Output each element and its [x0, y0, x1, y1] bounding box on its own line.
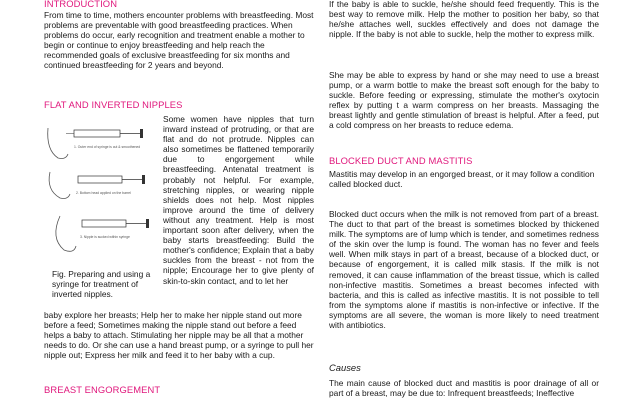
blocked-duct-paragraph: Blocked duct occurs when the milk is not removed from part of a breast. The duct to that part of the breast is sometimes blocked by thickened milk. The symptoms are of lump which is tender, and sometimes redness of the skin over the lump is found. The woman has no fever and feels well. When milk stays in part of a breast, because of a blocked duct, or because of engorgement, it is called milk stasis. If the milk is not removed, it can cause inflammation of the breast tissue, which is called non-infective mastitis. Sometimes a breast becomes infected with bacteria, and this is called as infective mastitis. It is not possible to tell from the symptoms alone if mastitis is non-infective or infective. If the symptoms are all severe, the woman is more likely to need treatment with antibiotics. — [329, 209, 599, 331]
mastitis-intro-paragraph: Mastitis may develop in an engorged breast, or it may follow a condition called blocked duct. — [329, 169, 595, 190]
syringe-3 — [82, 219, 149, 228]
mastitis-heading: BLOCKED DUCT AND MASTITIS — [329, 155, 473, 166]
figure-label-1: 1. Outer end of syringe is cut & smoothened — [74, 145, 141, 149]
express-paragraph: She may be able to express by hand or she may need to use a breast pump, or a warm bottle to make the breast soft enough for the baby to suckle. Before feeding or expressing, stimulate the mother's oxytocin reflex by putting t a warm compress on her breasts. Massaging the breast lightly and gentle stimulation of breast is helpful. After a feed, put a cold compress on her breasts to reduce edema. — [329, 70, 599, 131]
syringe-figure — [44, 120, 162, 270]
figure-label-2: 2. Bottom head applied on the barrel — [76, 191, 131, 195]
suckle-paragraph: If the baby is able to suckle, he/she should feed frequently. This is the best way to remove milk. Help the mother to position her baby, so that he/she attaches well, suckles effectively and does not damage the nipple. If the baby is not able to suckle, help the mother to express milk. — [329, 0, 599, 40]
nipples-paragraph: baby explore her breasts; Help her to make her nipple stand out more before a feed; Sometimes making the nipple stand out before a feed helps a baby to attach. Stimulating her nipple may be all that a mother needs to do. Or she can use a hand breast pump, or a syringe to pull her nipple out; Express her milk and feed it to her baby with a cup. — [44, 310, 314, 361]
intro-heading: INTRODUCTION — [44, 0, 118, 9]
figure-label-3: 3. Nipple is sucked within syringe — [80, 235, 130, 239]
figure-caption: Fig. Preparing and using a syringe for treatment of inverted nipples. — [52, 269, 151, 300]
nipples-wrap-paragraph: Some women have nipples that turn inward instead of protruding, or that are flat and do not protrude. Nipples can also sometimes be flattened temporarily due to engorgement while breastfeeding. Antenatal treatment is probably not helpful. For example, stretching nipples, or wearing nipple shields does not help. Most nipples improve around the time of delivery without any treatment. Help is most important soon after delivery, when the baby starts breastfeeding: Build the mother's confidence; Explain that a baby suckles from the breast - not from the nipple; Encourage her to give plenty of skin-to-skin contact, and to let her — [163, 114, 314, 286]
engorgement-heading: BREAST ENGORGEMENT — [44, 384, 161, 395]
intro-paragraph: From time to time, mothers encounter problems with breastfeeding. Most problems are preventable with good breastfeeding practices. When problems do occur, early recognition and treatment enable a mother to begin or continue to enjoy breastfeeding and help reach the recommended goals of exclusive breastfeeding for six months and continued breastfeeding for 2 years and beyond. — [44, 10, 314, 71]
causes-heading: Causes — [329, 362, 361, 373]
syringe-2 — [78, 175, 145, 184]
syringe-1 — [66, 129, 143, 138]
nipples-heading: FLAT AND INVERTED NIPPLES — [44, 99, 183, 110]
causes-paragraph: The main cause of blocked duct and mastitis is poor drainage of all or part of a breast, may be due to: Infrequent breastfeeds; Ineffective — [329, 378, 599, 399]
